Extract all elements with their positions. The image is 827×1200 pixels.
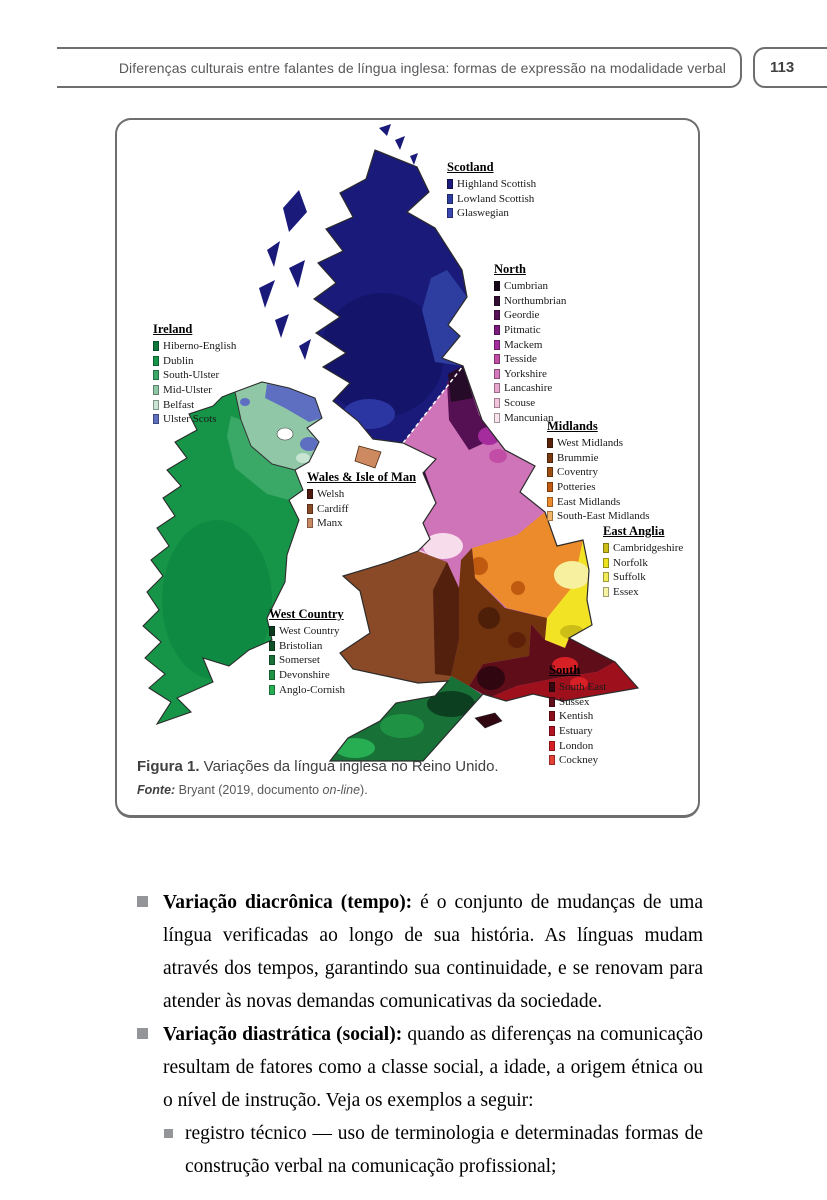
legend-item (549, 680, 606, 695)
legend-item-label: Cambridgeshire (613, 542, 684, 555)
legend-item-label: Potteries (557, 481, 596, 494)
legend-item-label: Cardiff (317, 502, 349, 515)
legend-item-label: Northumbrian (504, 294, 567, 307)
legend-item-label: Essex (613, 586, 639, 599)
legend-item (269, 639, 345, 654)
legend-north (494, 262, 566, 425)
legend-item (547, 436, 650, 451)
legend-item-label: Tesside (504, 353, 537, 366)
color-swatch-icon (547, 482, 553, 492)
legend-item (494, 323, 566, 338)
bullet-lead-bold: Variação diastrática (social): (163, 1024, 408, 1045)
color-swatch-icon (269, 641, 275, 651)
legend-item (547, 480, 650, 495)
legend-item (153, 412, 236, 427)
legend-item (549, 753, 606, 768)
legend-item-label: Mid-Ulster (163, 384, 212, 397)
legend-title: South (549, 663, 581, 677)
legend-item (494, 279, 566, 294)
legend-item-label: Manx (317, 517, 343, 530)
color-swatch-icon (494, 369, 500, 379)
color-swatch-icon (603, 572, 609, 582)
color-swatch-icon (153, 341, 159, 351)
legend-item-label: South-East Midlands (557, 510, 650, 523)
color-swatch-icon (494, 340, 500, 350)
color-swatch-icon (603, 558, 609, 568)
legend-item-label: Norfolk (613, 556, 648, 569)
sub-bullet-square-icon (164, 1129, 173, 1138)
color-swatch-icon (307, 518, 313, 528)
legend-item (153, 354, 236, 369)
legend-item-label: Mancunian (504, 411, 554, 424)
color-swatch-icon (494, 281, 500, 291)
running-header-title: Diferenças culturais entre falantes de língua inglesa: formas de expressão na modalidade verbal (118, 59, 726, 76)
legend-title: Ireland (153, 322, 193, 336)
legend-item-label: London (559, 739, 594, 752)
legend-item (549, 695, 606, 710)
legend-item (494, 367, 566, 382)
legend-item-label: Anglo-Cornish (279, 683, 345, 696)
legend-item (269, 668, 345, 683)
legend-item-label: Scouse (504, 397, 536, 410)
legend-title: East Anglia (603, 524, 665, 538)
color-swatch-icon (494, 413, 500, 423)
legend-item-label: Glaswegian (457, 207, 509, 220)
legend-item-label: South East (559, 681, 607, 694)
legend-item (603, 541, 683, 556)
legend-title: Wales & Isle of Man (307, 470, 417, 484)
legend-item-label: Dublin (163, 354, 194, 367)
legend-item-label: West Midlands (557, 437, 624, 450)
color-swatch-icon (549, 711, 555, 721)
color-swatch-icon (494, 310, 500, 320)
legend-item (269, 682, 345, 697)
legend-item-label: South-Ulster (163, 369, 220, 382)
figure-caption-text: Variações da língua inglesa no Reino Unido. (199, 758, 499, 775)
color-swatch-icon (153, 400, 159, 410)
legend-item-label: Cumbrian (504, 280, 548, 293)
legend-item (269, 624, 345, 639)
legend-item-label: Ulster Scots (163, 413, 217, 426)
list-item (137, 1018, 703, 1117)
running-header (57, 47, 742, 88)
sub-bullet-text: registro técnico — uso de terminologia e determinadas formas de construção verbal na comunicação profissional; (185, 1123, 703, 1177)
color-swatch-icon (549, 682, 555, 692)
legend-item (547, 465, 650, 480)
list-item (137, 886, 703, 1018)
page-number-box (753, 47, 827, 88)
legend-west-country (269, 607, 345, 697)
legend-item (269, 653, 345, 668)
figure-caption-label: Figura 1. (137, 758, 200, 775)
color-swatch-icon (547, 497, 553, 507)
legend-item-label: Bristolian (279, 639, 323, 652)
legend-item (549, 709, 606, 724)
legend-midlands (547, 419, 650, 524)
color-swatch-icon (549, 741, 555, 751)
bullet-text: é o conjunto de mudanças de uma língua verificadas ao longo de sua história. As línguas mudam através dos tempos, garantindo sua continuidade, e se renovam para atender às novas demandas comunicativas da sociedade. (163, 892, 703, 1012)
legend-item (547, 494, 650, 509)
legend-item (494, 308, 566, 323)
color-swatch-icon (269, 655, 275, 665)
color-swatch-icon (547, 438, 553, 448)
legend-item (547, 509, 650, 524)
legend-item-label: Cockney (559, 754, 599, 767)
legend-east-anglia (603, 524, 683, 599)
color-swatch-icon (494, 398, 500, 408)
color-swatch-icon (447, 208, 453, 218)
bullet-square-icon (137, 1028, 148, 1039)
legend-item (494, 396, 566, 411)
legend-item-label: Geordie (504, 309, 540, 322)
legend-item-label: Estuary (559, 725, 593, 738)
legend-item-label: Suffolk (613, 571, 646, 584)
legend-item (547, 451, 650, 466)
bullet-text: quando as diferenças na comunicação resultam de fatores como a classe social, a idade, a origem étnica ou o nível de instrução. Veja os exemplos a seguir: (163, 1024, 703, 1111)
legend-title: West Country (269, 607, 344, 621)
color-swatch-icon (549, 726, 555, 736)
legend-item (447, 177, 536, 192)
legend-item-label: Somerset (279, 654, 320, 667)
legend-item (603, 570, 683, 585)
legend-item (494, 294, 566, 309)
color-swatch-icon (549, 755, 555, 765)
legend-item-label: Welsh (317, 488, 345, 501)
color-swatch-icon (547, 467, 553, 477)
color-swatch-icon (153, 356, 159, 366)
color-swatch-icon (494, 296, 500, 306)
page-number: 113 (770, 59, 795, 76)
legend-title: North (494, 262, 526, 276)
legend-item (153, 339, 236, 354)
legend-item (603, 556, 683, 571)
color-swatch-icon (269, 670, 275, 680)
color-swatch-icon (153, 385, 159, 395)
legend-item (447, 192, 536, 207)
legend-item (549, 738, 606, 753)
color-swatch-icon (269, 685, 275, 695)
legend-item-label: Pitmatic (504, 324, 541, 337)
legend-item (494, 352, 566, 367)
legend-scotland (447, 160, 536, 221)
legend-title: Scotland (447, 160, 494, 174)
legend-item (307, 487, 416, 502)
color-swatch-icon (153, 370, 159, 380)
color-swatch-icon (494, 354, 500, 364)
color-swatch-icon (269, 626, 275, 636)
legend-item (603, 585, 683, 600)
legend-title: Midlands (547, 419, 598, 433)
color-swatch-icon (494, 383, 500, 393)
legend-item-label: Kentish (559, 710, 594, 723)
color-swatch-icon (603, 587, 609, 597)
figure-panel (115, 118, 700, 818)
legend-wales-isle-of-man (307, 470, 416, 531)
legend-item-label: Lowland Scottish (457, 192, 535, 205)
color-swatch-icon (307, 489, 313, 499)
legend-item-label: Devonshire (279, 669, 330, 682)
color-swatch-icon (307, 504, 313, 514)
color-swatch-icon (447, 194, 453, 204)
legend-item-label: Hiberno-English (163, 340, 237, 353)
legend-item-label: Mackem (504, 338, 543, 351)
figure-source-italic: on-line (322, 783, 361, 797)
color-swatch-icon (153, 414, 159, 424)
legend-item (153, 383, 236, 398)
body-text (137, 886, 703, 1183)
legend-item (153, 397, 236, 412)
legend-item-label: West Country (279, 625, 340, 638)
figure-source-label: Fonte: (137, 783, 176, 797)
bullet-lead-bold: Variação diacrônica (tempo): (163, 892, 421, 913)
legend-item-label: East Midlands (557, 495, 621, 508)
legend-item (307, 502, 416, 517)
legend-item-label: Highland Scottish (457, 178, 537, 191)
legend-item (153, 368, 236, 383)
sub-list-item (164, 1117, 703, 1183)
color-swatch-icon (494, 325, 500, 335)
legend-ireland (153, 322, 236, 427)
legend-item-label: Sussex (559, 695, 590, 708)
figure-caption (137, 758, 499, 797)
color-swatch-icon (447, 179, 453, 189)
legend-item (549, 724, 606, 739)
legend-item (494, 337, 566, 352)
legend-item (447, 206, 536, 221)
color-swatch-icon (603, 543, 609, 553)
legend-item-label: Belfast (163, 398, 195, 411)
legend-item-label: Coventry (557, 466, 598, 479)
legend-item-label: Yorkshire (504, 367, 547, 380)
legend-south (549, 663, 606, 768)
legend-item (307, 516, 416, 531)
legend-item-label: Brummie (557, 451, 599, 464)
color-swatch-icon (549, 697, 555, 707)
color-swatch-icon (547, 453, 553, 463)
color-swatch-icon (547, 511, 553, 521)
legend-item (494, 381, 566, 396)
legend-item-label: Lancashire (504, 382, 553, 395)
figure-source: Fonte: Bryant (2019, documento on-line). (137, 783, 368, 797)
bullet-square-icon (137, 896, 148, 907)
